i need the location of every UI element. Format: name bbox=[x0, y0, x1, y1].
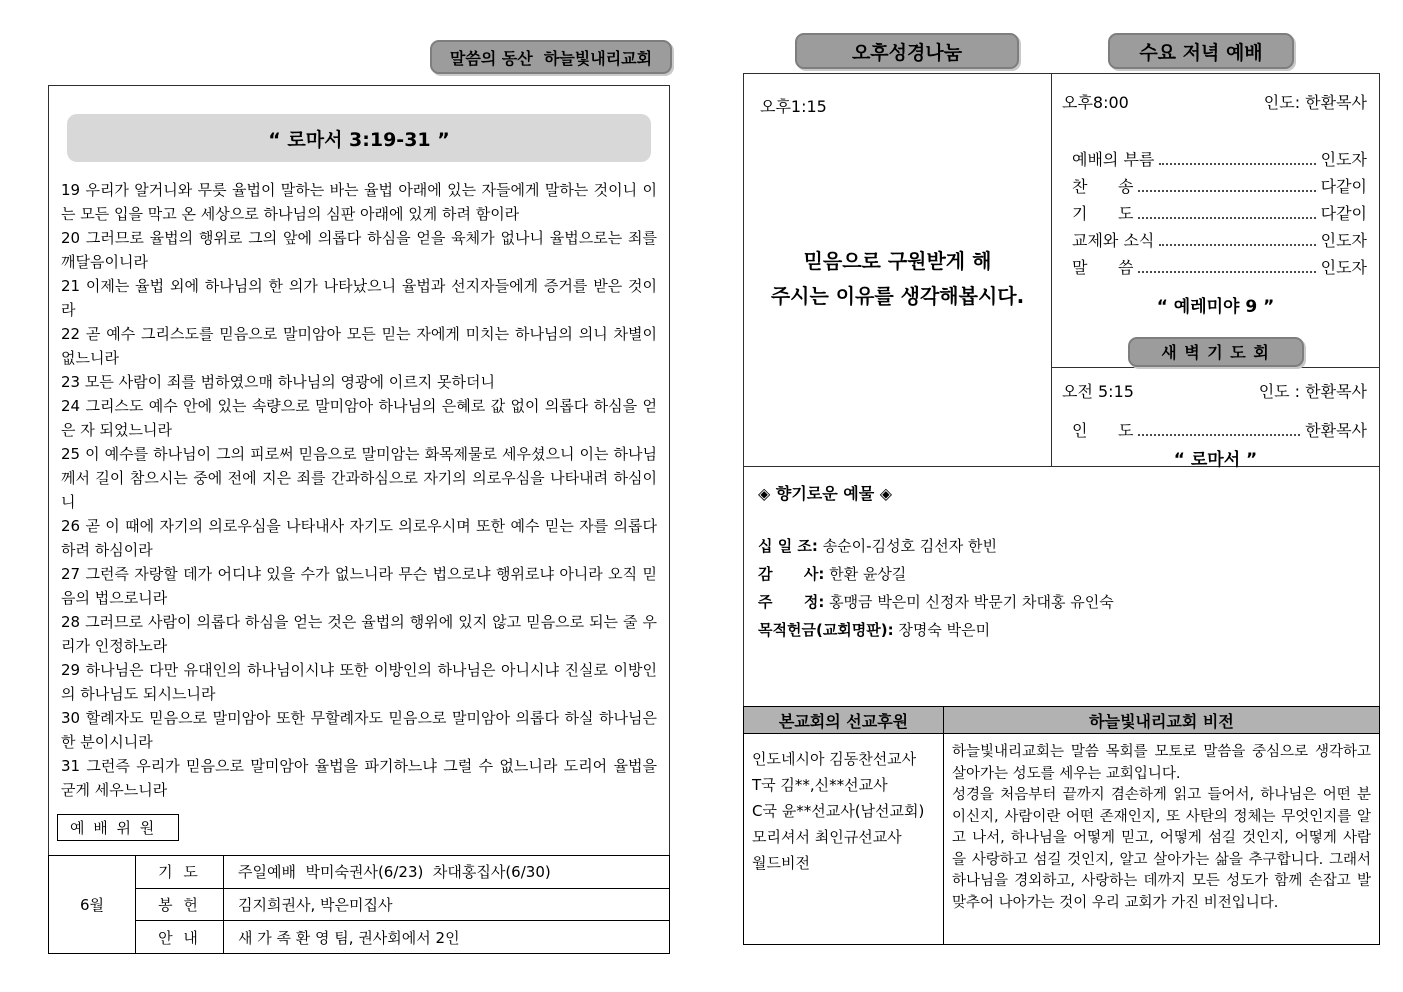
committee-prayer-people: 주일예배 박미숙권사(6/23) 차대홍집사(6/30) bbox=[224, 856, 670, 889]
offering-row-designated bbox=[758, 616, 1365, 644]
worship-order-item bbox=[1072, 143, 1367, 170]
worship-committee-label: 예 배 위 원 bbox=[57, 814, 179, 841]
order-item-assignee: 인도자 bbox=[1320, 258, 1367, 277]
dotted-leader bbox=[1138, 190, 1315, 192]
dawn-passage: “ 로마서 ” bbox=[1173, 450, 1258, 470]
worship-order-item bbox=[1072, 224, 1367, 251]
committee-guide-people: 새 가 족 환 영 팀, 권사회에서 2인 bbox=[224, 921, 670, 954]
scripture-text bbox=[61, 178, 657, 802]
committee-role-prayer: 기 도 bbox=[136, 856, 224, 889]
mission-vision-table bbox=[743, 706, 1380, 945]
wednesday-leader: 인도: 한환목사 bbox=[1263, 93, 1367, 112]
offerings-section bbox=[744, 467, 1379, 706]
scripture-title: “ 로마서 3:19-31 ” bbox=[67, 114, 651, 162]
offerings-title: ◈ 향기로운 예물 ◈ bbox=[758, 484, 893, 503]
missionary-line: T국 김**,신**선교사 bbox=[752, 776, 888, 794]
committee-role-guide: 안 내 bbox=[136, 921, 224, 954]
wednesday-time: 오후8:00 bbox=[1062, 93, 1129, 112]
dawn-header bbox=[1052, 367, 1379, 402]
church-vision-cell bbox=[943, 734, 1380, 945]
bible-sharing-section bbox=[744, 74, 1051, 466]
verse-24: 24 그리스도 예수 안에 있는 속량으로 말미암아 하나님의 은혜로 값 없이 의롭다 하심을 얻은 자 되었느니라 bbox=[61, 397, 657, 439]
order-item-label: 인 도 bbox=[1072, 421, 1134, 440]
verse-23: 23 모든 사람이 죄를 범하였으매 하나님의 영광에 이르지 못하더니 bbox=[61, 373, 495, 391]
dotted-leader bbox=[1159, 163, 1315, 165]
worship-committee-table bbox=[48, 855, 670, 954]
verse-29: 29 하나님은 다만 유대인의 하나님이시냐 또한 이방인의 하나님은 아니시냐 진실로 이방인의 하나님도 되시느니라 bbox=[61, 661, 657, 703]
worship-order-item bbox=[1072, 251, 1367, 278]
mission-support-cell bbox=[743, 734, 944, 945]
verse-26: 26 곧 이 때에 자기의 의로우심을 나타내사 자기도 의로우시며 또한 예수 믿는 자를 의롭다 하려 하심이라 bbox=[61, 517, 657, 559]
afternoon-bible-sharing-badge: 오후성경나눔 bbox=[795, 33, 1019, 69]
mission-support-header: 본교회의 선교후원 bbox=[743, 706, 944, 734]
dawn-prayer-badge: 새 벽 기 도 회 bbox=[1128, 337, 1304, 367]
order-item-assignee: 한환목사 bbox=[1305, 421, 1367, 440]
offerings-list bbox=[758, 532, 1365, 644]
schedule-panel bbox=[743, 73, 1380, 945]
order-item-label: 예배의 부름 bbox=[1072, 150, 1155, 169]
verse-22: 22 곧 예수 그리스도를 믿음으로 말미암아 모든 믿는 자에게 미치는 하나님의 의니 차별이 없느니라 bbox=[61, 325, 657, 367]
committee-month: 6월 bbox=[49, 856, 136, 954]
dawn-order-list bbox=[1052, 414, 1379, 441]
table-row bbox=[49, 888, 670, 921]
bible-sharing-message bbox=[744, 244, 1051, 314]
table-row bbox=[49, 856, 670, 889]
wednesday-header bbox=[1052, 74, 1379, 113]
dotted-leader bbox=[1138, 434, 1300, 436]
order-item-label: 교제와 소식 bbox=[1072, 231, 1155, 250]
dotted-leader bbox=[1138, 271, 1315, 273]
offering-row-thanks bbox=[758, 560, 1365, 588]
wednesday-passage: “ 예레미야 9 ” bbox=[1156, 297, 1275, 317]
verse-28: 28 그러므로 사람이 의롭다 하심을 얻는 것은 율법의 행위에 있지 않고 믿음으로 되는 줄 우리가 인정하노라 bbox=[61, 613, 657, 655]
scripture-panel bbox=[48, 85, 670, 954]
wednesday-evening-worship-badge: 수요 저녁 예배 bbox=[1108, 33, 1294, 69]
verse-27: 27 그런즉 자랑할 데가 어디냐 있을 수가 없느니라 무슨 법으로냐 행위로냐 아니라 오직 믿음의 법으로니라 bbox=[61, 565, 657, 607]
worship-order-item bbox=[1072, 170, 1367, 197]
offering-label: 십 일 조: bbox=[758, 537, 818, 555]
table-row bbox=[49, 921, 670, 954]
offering-row-tithe bbox=[758, 532, 1365, 560]
order-item-assignee: 다같이 bbox=[1320, 204, 1367, 223]
dotted-leader bbox=[1138, 217, 1315, 219]
worship-order-item bbox=[1072, 414, 1367, 441]
message-line: 믿음으로 구원받게 해 bbox=[803, 249, 992, 273]
vision-paragraph: 하늘빛내리교회는 말씀 목회를 모토로 말씀을 중심으로 생각하고 살아가는 성도를 세우는 교회입니다. bbox=[952, 744, 1371, 782]
table-body-row bbox=[743, 734, 1380, 945]
verse-19: 19 우리가 알거니와 무릇 율법이 말하는 바는 율법 아래에 있는 자들에게 말하는 것이니 이는 모든 입을 막고 온 세상으로 하나님의 심판 아래에 있게 하려 함이라 bbox=[61, 181, 657, 223]
verse-20: 20 그러므로 율법의 행위로 그의 앞에 의롭다 하심을 얻을 육체가 없나니 율법으로는 죄를 깨달음이니라 bbox=[61, 229, 657, 271]
offering-label: 감 사: bbox=[758, 565, 825, 583]
verse-30: 30 할례자도 믿음으로 말미암아 또한 무할례자도 믿음으로 말미암아 의롭다 하실 하나님은 한 분이시니라 bbox=[61, 709, 657, 751]
verse-25: 25 이 예수를 하나님이 그의 피로써 믿음으로 말미암는 화목제물로 세우셨으니 이는 하나님께서 길이 참으시는 중에 전에 지은 죄를 간과하심으로 자기의 의로우심을 나타내려 하심이니 bbox=[61, 445, 657, 511]
worship-order-list bbox=[1052, 143, 1379, 278]
dawn-leader: 인도 : 한환목사 bbox=[1258, 382, 1367, 401]
verse-31: 31 그런즉 우리가 믿음으로 말미암아 율법을 파기하느냐 그럴 수 없느니라 도리어 율법을 굳게 세우느니라 bbox=[61, 757, 657, 799]
offering-names: 송순이-김성호 김선자 한빈 bbox=[817, 537, 998, 555]
order-item-assignee: 인도자 bbox=[1320, 150, 1367, 169]
committee-role-offering: 봉 헌 bbox=[136, 888, 224, 921]
message-line: 주시는 이유를 생각해봅시다. bbox=[770, 284, 1025, 308]
dotted-leader bbox=[1159, 244, 1315, 246]
order-item-label: 찬 송 bbox=[1072, 177, 1134, 196]
table-header-row bbox=[743, 706, 1380, 734]
missionary-line: C국 윤**선교사(남선교회) bbox=[752, 802, 925, 820]
wednesday-worship-section bbox=[1052, 74, 1379, 470]
offering-label: 주 정: bbox=[758, 593, 825, 611]
worship-order-item bbox=[1072, 197, 1367, 224]
missionary-line: 모리셔서 최인규선교사 bbox=[752, 828, 902, 846]
order-item-assignee: 다같이 bbox=[1320, 177, 1367, 196]
order-item-label: 기 도 bbox=[1072, 204, 1134, 223]
offering-row-weekly bbox=[758, 588, 1365, 616]
missionary-line: 월드비전 bbox=[752, 854, 810, 872]
order-item-assignee: 인도자 bbox=[1320, 231, 1367, 250]
church-name-badge: 말씀의 동산 하늘빛내리교회 bbox=[430, 40, 672, 74]
committee-offering-people: 김지희권사, 박은미집사 bbox=[224, 888, 670, 921]
dawn-time: 오전 5:15 bbox=[1062, 382, 1134, 401]
missionary-line: 인도네시아 김동찬선교사 bbox=[752, 750, 917, 768]
offering-names: 장명숙 박은미 bbox=[893, 621, 991, 639]
verse-21: 21 이제는 율법 외에 하나님의 한 의가 나타났으니 율법과 선지자들에게 증거를 받은 것이라 bbox=[61, 277, 657, 319]
dawn-prayer-section bbox=[1052, 367, 1379, 470]
offering-names: 홍맹금 박은미 신정자 박문기 차대홍 유인숙 bbox=[824, 593, 1114, 611]
order-item-label: 말 씀 bbox=[1072, 258, 1134, 277]
offering-label: 목적헌금(교회명판): bbox=[758, 621, 894, 639]
offering-names: 한환 윤상길 bbox=[824, 565, 907, 583]
dawn-prayer-header-row bbox=[1052, 336, 1379, 368]
vision-paragraph: 성경을 처음부터 끝까지 겸손하게 읽고 들어서, 하나님은 어떤 분이신지, 사람이란 어떤 존재인지, 또 사탄의 정체는 무엇인지를 알고 나서, 하나님을 어떻게 믿고, 어떻게 섬길 것인지, 어떻게 사람을 사랑하고 섬길 것인지, 알고 살아가는 삶을 추구합니다. 그래서 하나님을 경외하고, 사랑하는 데까지 모든 성도가 함께 손잡고 발맞추어 나아가는 것이 우리 교회가 가진 비전입니다. bbox=[952, 787, 1371, 911]
bible-sharing-time: 오후1:15 bbox=[760, 97, 827, 116]
church-vision-header: 하늘빛내리교회 비전 bbox=[943, 706, 1380, 734]
